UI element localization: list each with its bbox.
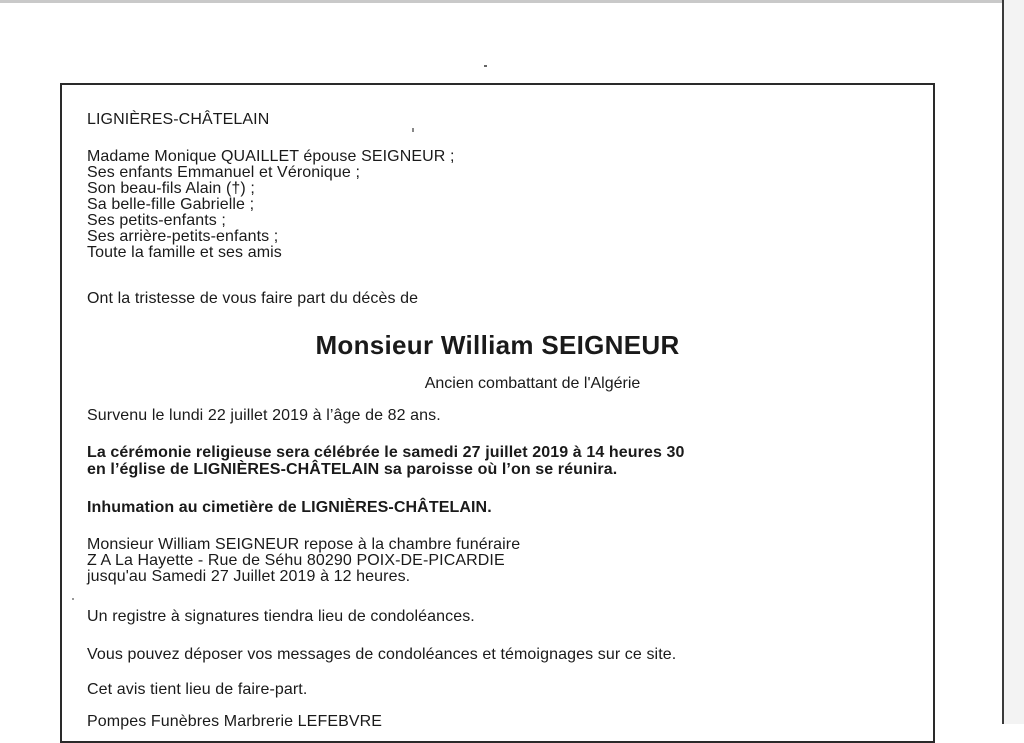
messages-text: Vous pouvez déposer vos messages de condoléances et témoignages sur ce site. bbox=[87, 646, 677, 663]
scan-right-edge bbox=[1002, 0, 1024, 724]
family-line: Madame Monique QUAILLET épouse SEIGNEUR ; bbox=[87, 148, 455, 165]
register-text: Un registre à signatures tiendra lieu de condoléances. bbox=[87, 608, 475, 625]
family-line: Ses enfants Emmanuel et Véronique ; bbox=[87, 164, 360, 181]
family-line: Ses arrière-petits-enfants ; bbox=[87, 228, 279, 245]
rest-line: Z A La Hayette - Rue de Séhu 80290 POIX-DE-PICARDIE bbox=[87, 552, 505, 569]
scan-speck bbox=[484, 65, 487, 67]
deceased-name: Monsieur William SEIGNEUR bbox=[315, 330, 680, 360]
scan-top-edge bbox=[0, 0, 1024, 3]
family-line: Sa belle-fille Gabrielle ; bbox=[87, 196, 255, 213]
ceremony-line: La cérémonie religieuse sera célébrée le samedi 27 juillet 2019 à 14 heures 30 bbox=[87, 444, 685, 461]
rest-line: jusqu'au Samedi 27 Juillet 2019 à 12 heures. bbox=[87, 568, 411, 585]
family-line: Son beau-fils Alain (†) ; bbox=[87, 180, 255, 197]
family-line: Ses petits-enfants ; bbox=[87, 212, 226, 229]
faire-part-text: Cet avis tient lieu de faire-part. bbox=[87, 681, 308, 698]
death-date: Survenu le lundi 22 juillet 2019 à l’âge de 82 ans. bbox=[87, 407, 441, 424]
rest-line: Monsieur William SEIGNEUR repose à la chambre funéraire bbox=[87, 536, 521, 553]
deceased-title: Ancien combattant de l'Algérie bbox=[424, 375, 641, 392]
family-line: Toute la famille et ses amis bbox=[87, 244, 282, 261]
ceremony-line: en l’église de LIGNIÈRES-CHÂTELAIN sa paroisse où l’on se réunira. bbox=[87, 461, 618, 478]
intro-text: Ont la tristesse de vous faire part du décès de bbox=[87, 290, 419, 307]
town-heading: LIGNIÈRES-CHÂTELAIN bbox=[87, 111, 270, 128]
funeral-home-text: Pompes Funèbres Marbrerie LEFEBVRE bbox=[87, 713, 383, 730]
burial-text: Inhumation au cimetière de LIGNIÈRES-CHÂTELAIN. bbox=[87, 499, 492, 516]
